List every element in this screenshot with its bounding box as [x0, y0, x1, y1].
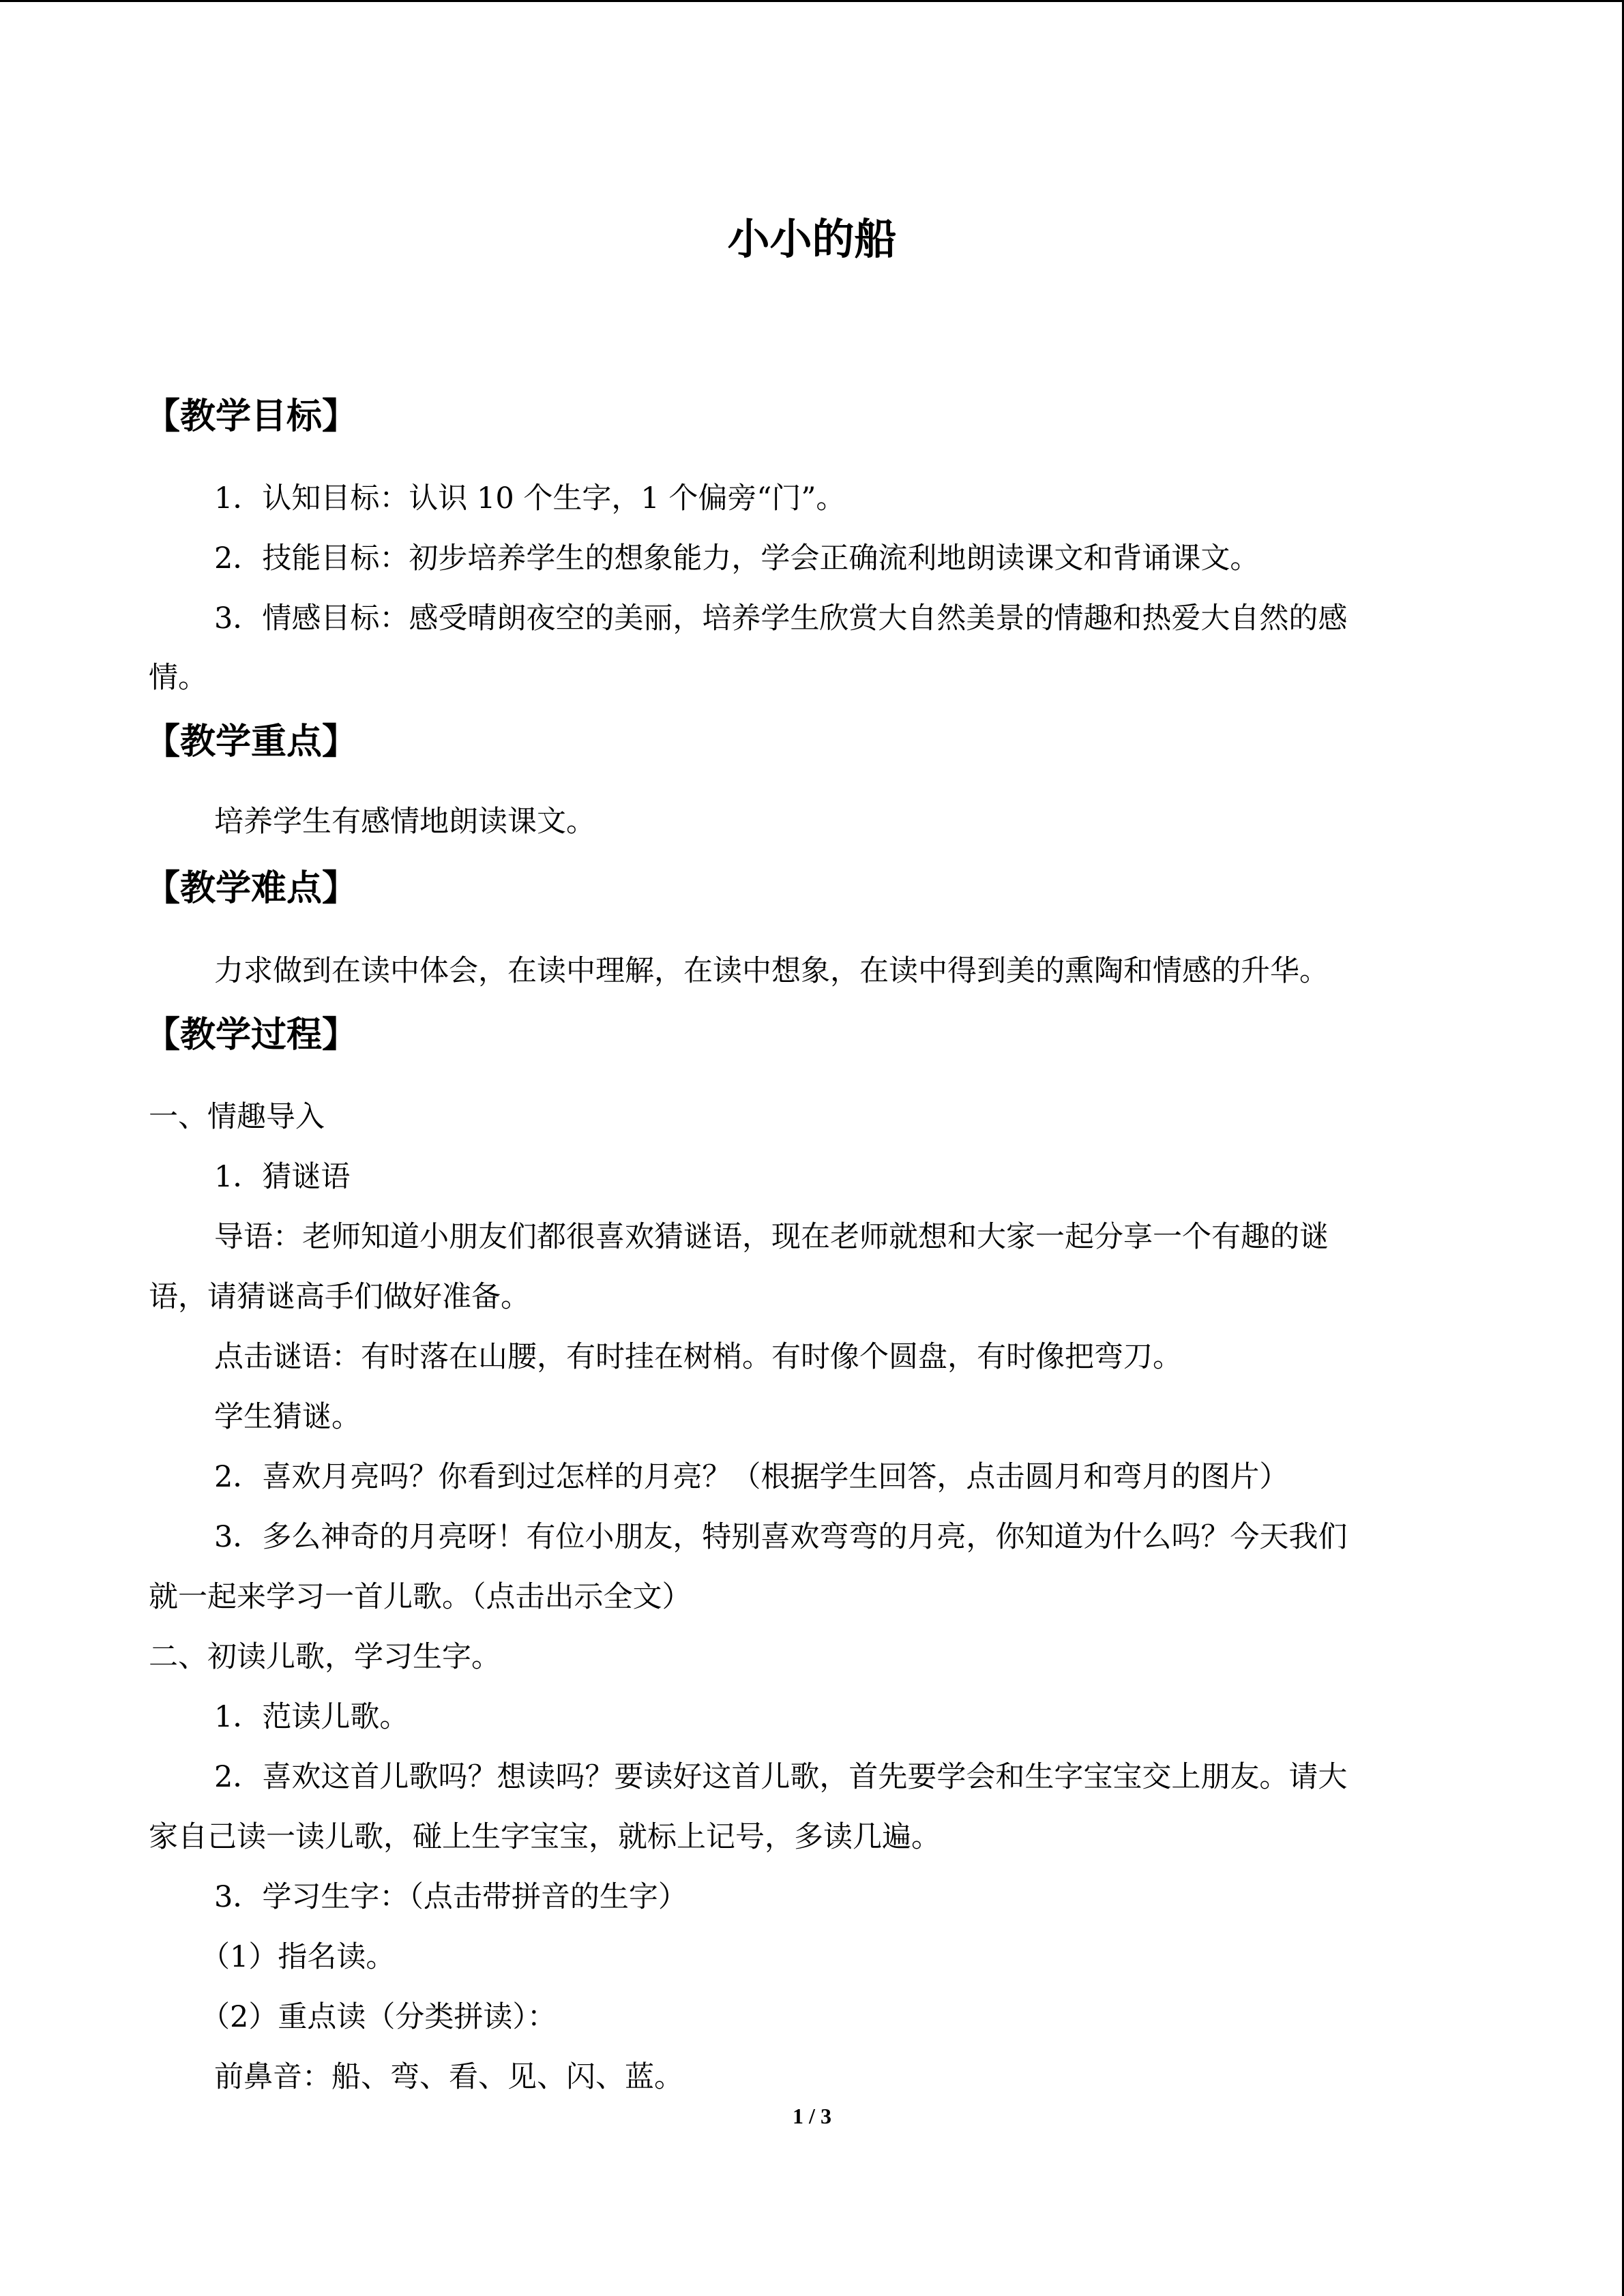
key-points-text: 培养学生有感情地朗读课文。	[214, 805, 595, 839]
process-line-8: 3．多么神奇的月亮呀！有位小朋友，特别喜欢弯弯的月亮，你知道为什么吗？今天我们	[214, 1520, 1348, 1554]
process-line-13: 家自己读一读儿歌，碰上生字宝宝，就标上记号，多读几遍。	[149, 1820, 941, 1854]
process-line-16: （2）重点读（分类拼读）：	[201, 2000, 557, 2034]
heading-difficulties: 【教学难点】	[145, 868, 358, 909]
process-line-1: 一、情趣导入	[149, 1100, 325, 1134]
process-line-9: 就一起来学习一首儿歌。（点击出示全文）	[149, 1580, 692, 1614]
process-line-17: 前鼻音：船、弯、看、见、闪、蓝。	[214, 2060, 683, 2094]
objective-item-3-cont: 情。	[149, 661, 207, 695]
process-line-3: 导语：老师知道小朋友们都很喜欢猜谜语，现在老师就想和大家一起分享一个有趣的谜	[214, 1220, 1329, 1254]
objective-item-1: 1．认知目标：认识 10 个生字，1 个偏旁“门”。	[214, 481, 846, 516]
process-line-15: （1）指名读。	[201, 1940, 396, 1974]
process-line-11: 1．范读儿歌。	[214, 1700, 409, 1734]
process-line-5: 点击谜语：有时落在山腰，有时挂在树梢。有时像个圆盘，有时像把弯刀。	[214, 1340, 1182, 1374]
process-line-12: 2．喜欢这首儿歌吗？想读吗？要读好这首儿歌，首先要学会和生字宝宝交上朋友。请大	[214, 1760, 1348, 1794]
process-line-7: 2．喜欢月亮吗？你看到过怎样的月亮？（根据学生回答，点击圆月和弯月的图片）	[214, 1460, 1289, 1494]
heading-process: 【教学过程】	[145, 1015, 358, 1056]
difficulties-text: 力求做到在读中体会，在读中理解，在读中想象，在读中得到美的熏陶和情感的升华。	[214, 954, 1329, 988]
process-line-14: 3．学习生字：（点击带拼音的生字）	[214, 1880, 688, 1914]
objective-item-2: 2．技能目标：初步培养学生的想象能力，学会正确流利地朗读课文和背诵课文。	[214, 541, 1260, 576]
page-title: 小小的船	[727, 214, 897, 264]
process-line-10: 二、初读儿歌，学习生字。	[149, 1640, 501, 1674]
heading-key-points: 【教学重点】	[145, 721, 358, 762]
page-number: 1 / 3	[793, 2104, 831, 2128]
process-line-6: 学生猜谜。	[214, 1400, 361, 1434]
process-line-2: 1．猜谜语	[214, 1160, 351, 1194]
process-line-4: 语，请猜谜高手们做好准备。	[149, 1280, 530, 1314]
heading-objectives: 【教学目标】	[145, 396, 358, 437]
objective-item-3: 3．情感目标：感受晴朗夜空的美丽，培养学生欣赏大自然美景的情趣和热爱大自然的感	[214, 601, 1348, 636]
